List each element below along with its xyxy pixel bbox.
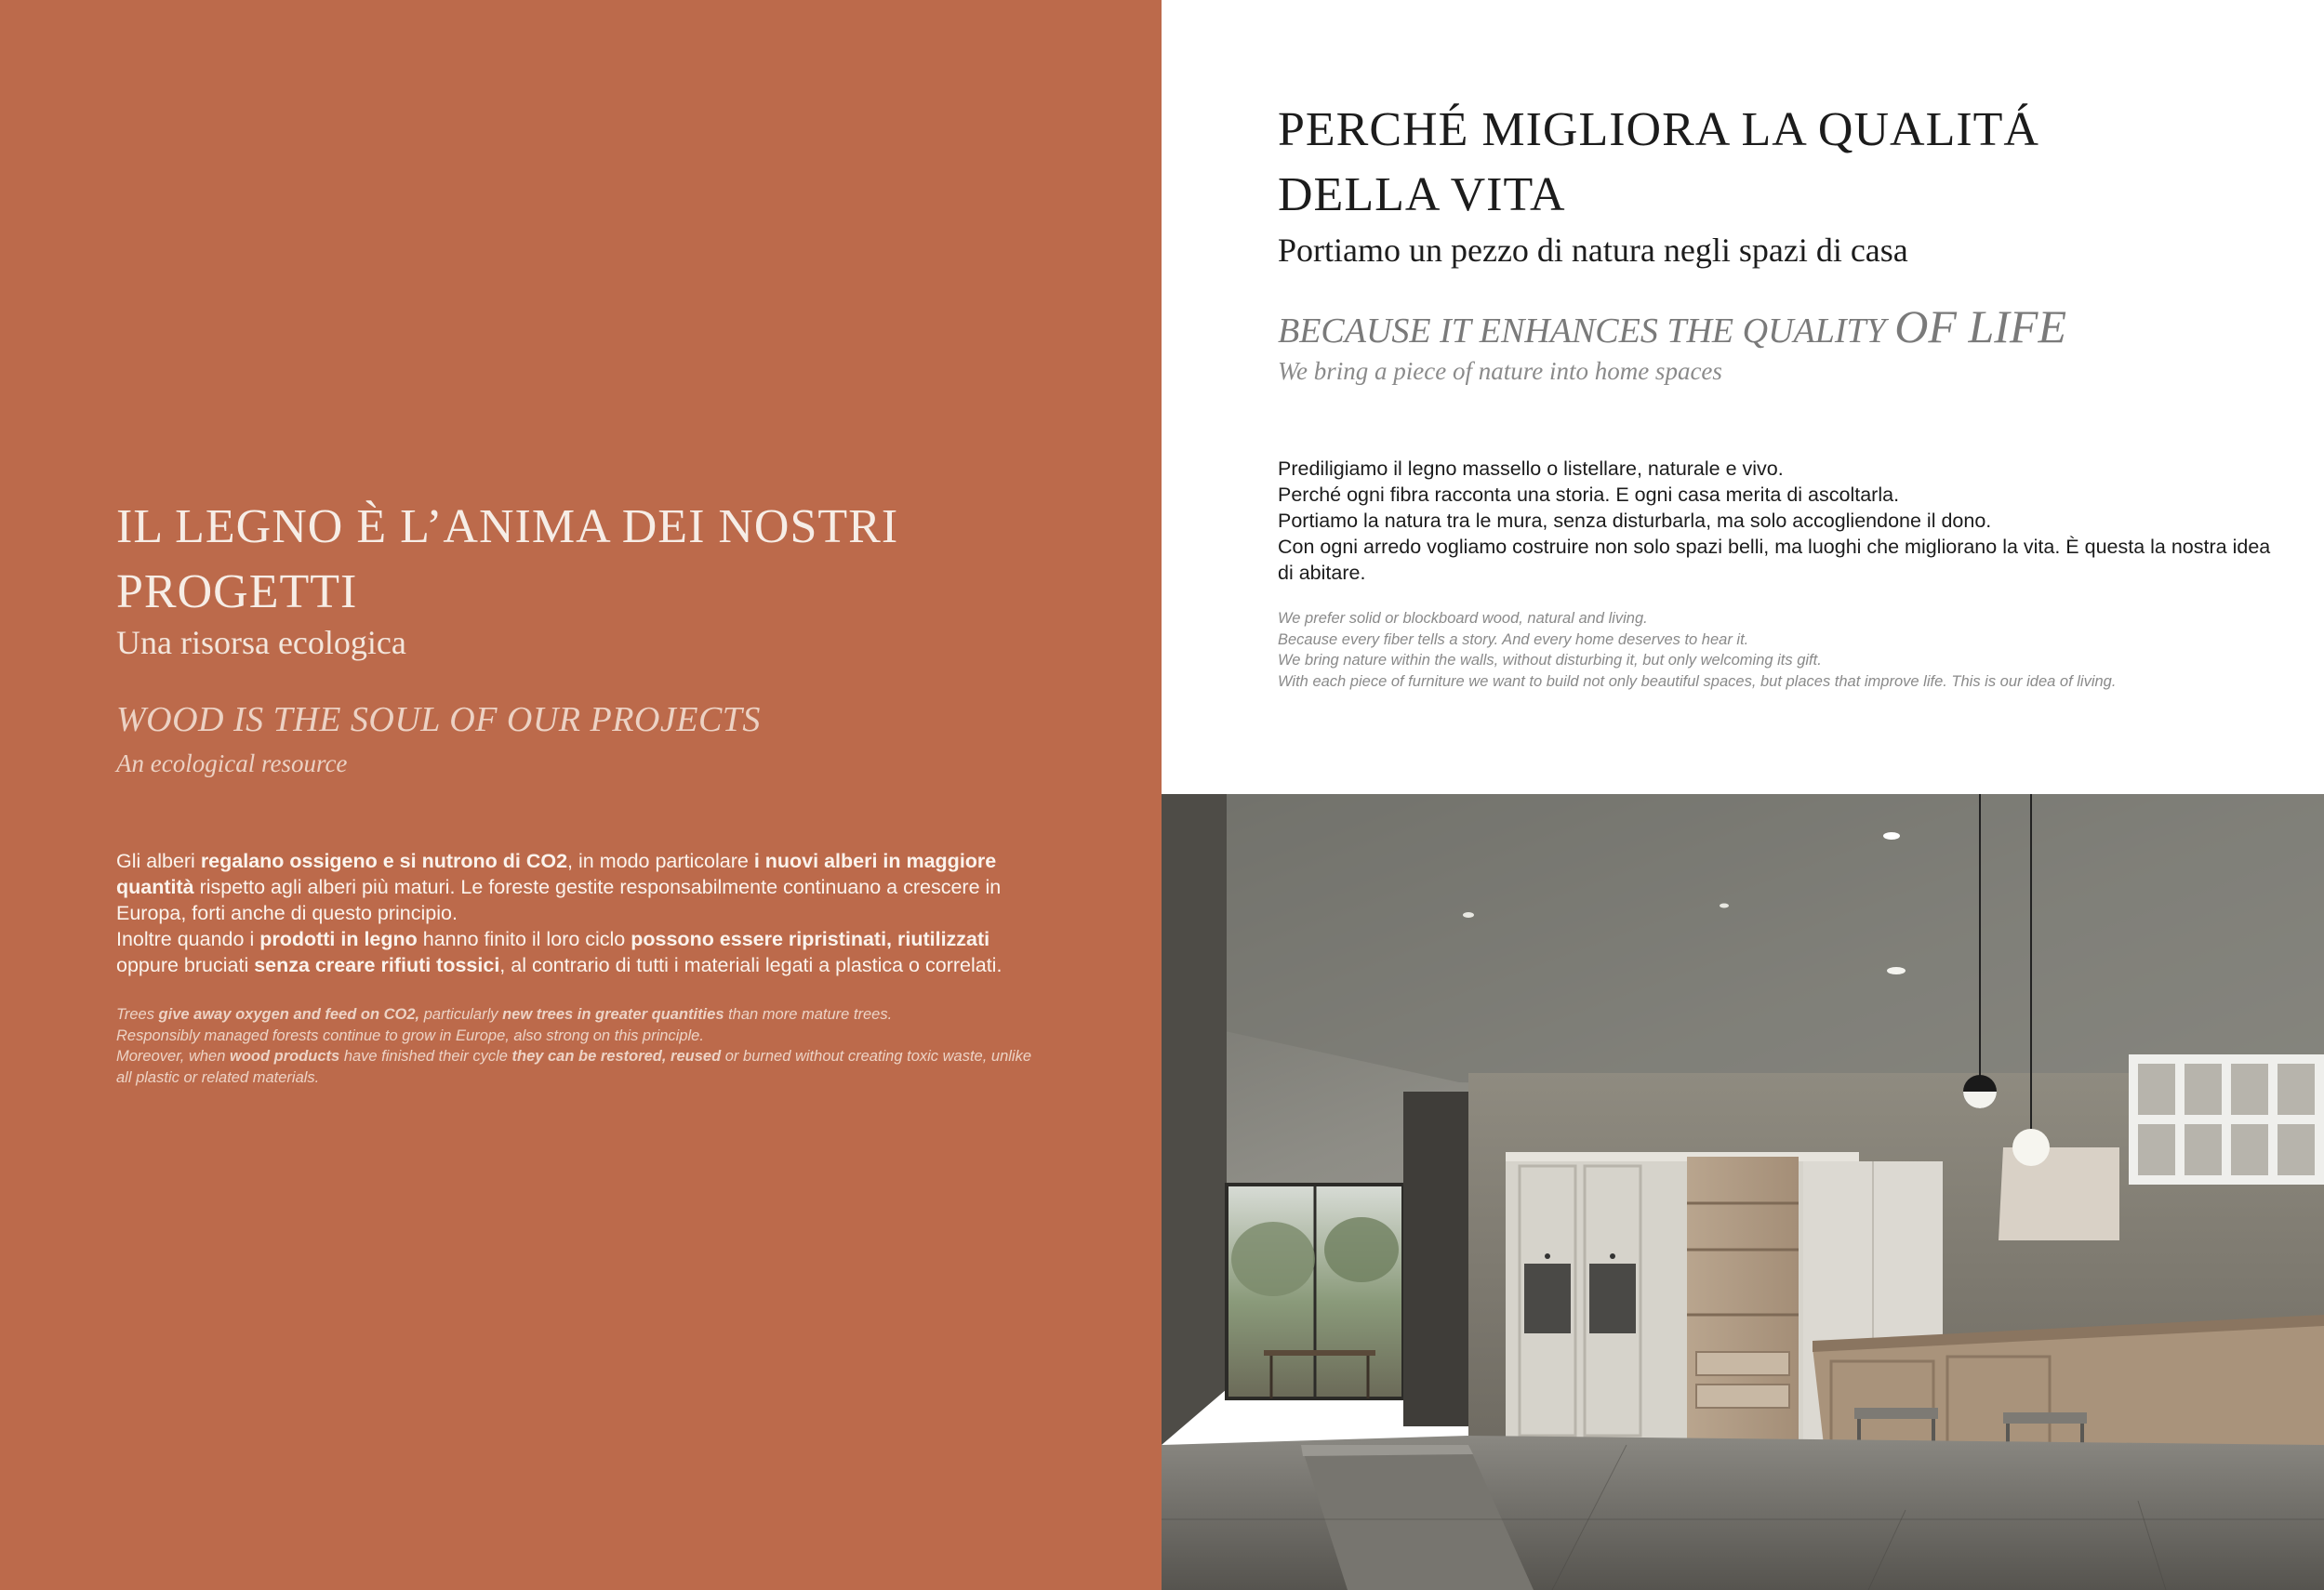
- right-body-italian: Prediligiamo il legno massello o listellare, naturale e vivo. Perché ogni fibra racconta una storia. E ogni casa merita di ascoltarla. Portiamo la natura tra le mura, senza disturbarla, ma solo accogliendone il dono. Con ogni arredo vogliamo costruire non solo spazi belli, ma luoghi che migliorano la vita. È questa la nostra idea di abitare.: [1278, 457, 2271, 584]
- kitchen-interior-photo: [1162, 794, 2324, 1590]
- right-title: [1278, 98, 2264, 228]
- right-title-line-1: PERCHÉ MIGLIORA LA QUALITÁ: [1278, 103, 2039, 156]
- right-english-title: BECAUSE IT ENHANCES THE QUALITY OF LIFE: [1278, 300, 2066, 352]
- right-english-subtitle: We bring a piece of nature into home spaces: [1278, 357, 1722, 385]
- left-title-line-2: PROGETTI: [116, 565, 358, 618]
- right-subtitle: Portiamo un pezzo di natura negli spazi di casa: [1278, 232, 1908, 269]
- right-body-english: We prefer solid or blockboard wood, natural and living. Because every fiber tells a story. And every home deserves to hear it. We bring nature within the walls, without disturbing it, but only welcoming its gift. With each piece of furniture we want to build not only beautiful spaces, but places that improve life. This is our idea of living.: [1278, 610, 2117, 690]
- left-english-subtitle: An ecological resource: [116, 749, 348, 777]
- left-body-italian: Gli alberi regalano ossigeno e si nutrono di CO2, in modo particolare i nuovi alberi in maggiore quantità rispetto agli alberi più maturi. Le foreste gestite responsabilmente continuano a crescere in Europa, forti anche di questo principio. Inoltre quando i prodotti in legno hanno finito il loro ciclo possono essere ripristinati, riutilizzati oppure bruciati senza creare rifiuti tossici, al contrario di tutti i materiali legati a plastica o correlati.: [116, 850, 1003, 976]
- right-title-line-2: DELLA VITA: [1278, 168, 1566, 221]
- left-body-english: Trees give away oxygen and feed on CO2, particularly new trees in greater quantities than more mature trees. Responsibly managed forests continue to grow in Europe, also strong on this principle. Moreover, when wood products have finished their cycle they can be restored, reused or burned without creating toxic waste, unlike all plastic or related materials.: [116, 1006, 1032, 1086]
- left-title: [116, 495, 1102, 625]
- left-title-line-1: IL LEGNO È L’ANIMA DEI NOSTRI: [116, 500, 899, 553]
- left-subtitle: Una risorsa ecologica: [116, 624, 406, 661]
- left-english-title: WOOD IS THE SOUL OF OUR PROJECTS: [116, 700, 761, 739]
